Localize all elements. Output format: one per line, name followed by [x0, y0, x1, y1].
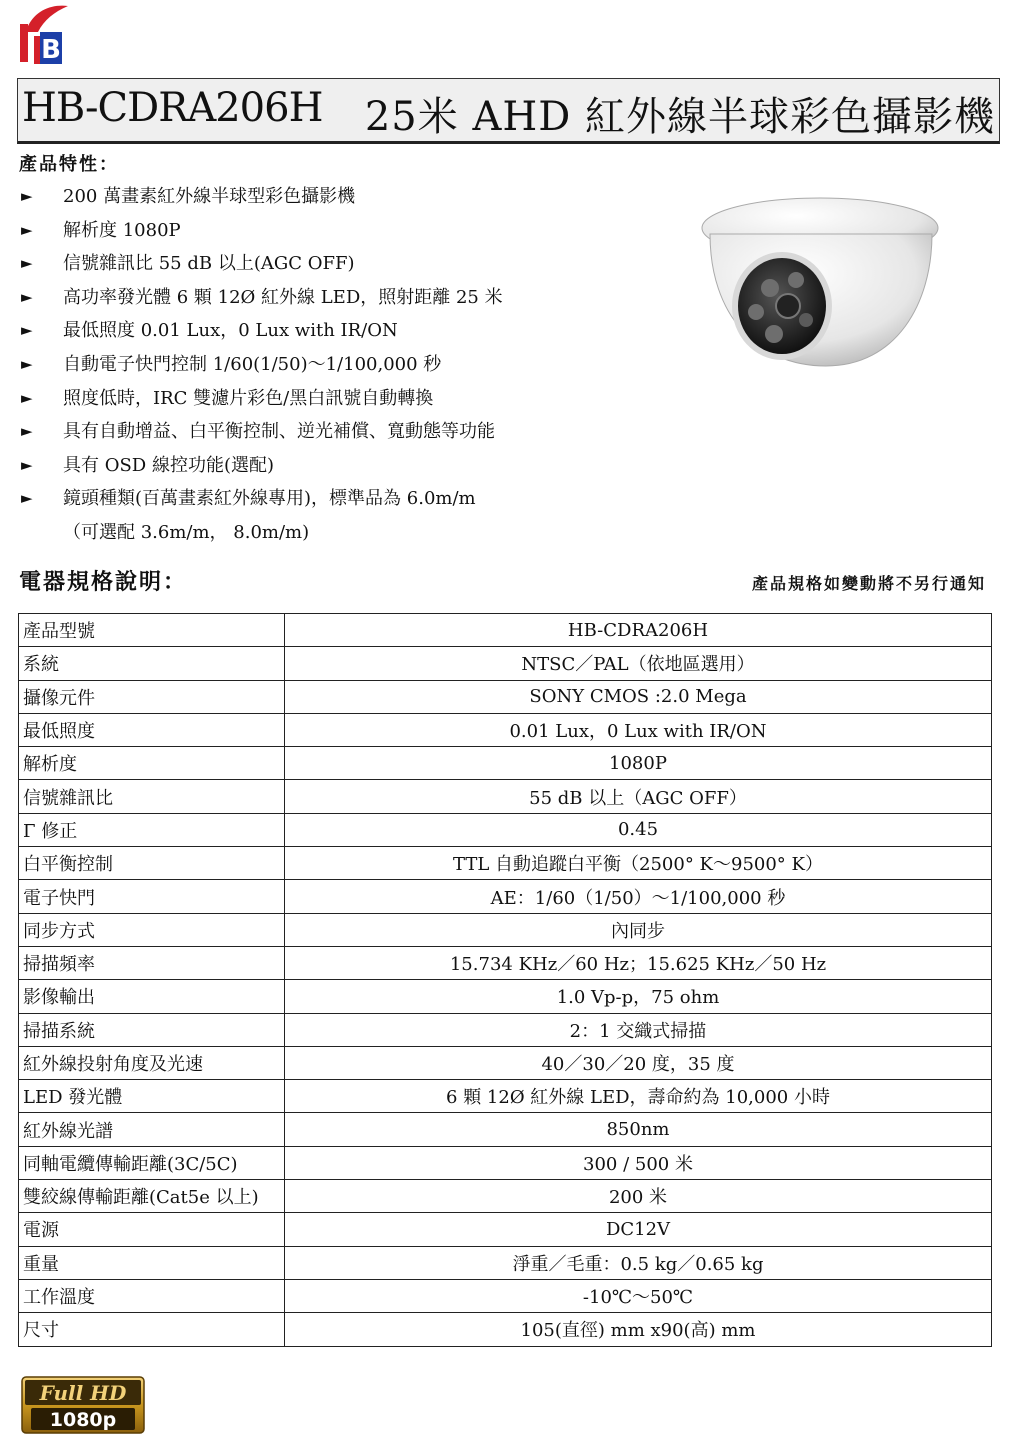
spec-value: 1080P: [285, 747, 992, 780]
spec-value: HB-CDRA206H: [285, 614, 992, 647]
list-item: ► 解析度 1080P: [19, 214, 503, 248]
spec-label: 信號雜訊比: [19, 780, 285, 813]
specs-notice: 產品規格如變動將不另行通知: [751, 574, 986, 593]
spec-value: 55 dB 以上（AGC OFF）: [285, 780, 992, 813]
table-row: [19, 647, 992, 680]
spec-label: 紅外線光譜: [19, 1113, 285, 1146]
triangle-bullet-icon: ►: [21, 388, 33, 407]
table-row: [19, 1279, 992, 1312]
spec-label: 產品型號: [19, 614, 285, 647]
spec-value: 淨重／毛重：0.5 kg／0.65 kg: [285, 1246, 992, 1279]
spec-label: 雙絞線傳輸距離(Cat5e 以上): [19, 1180, 285, 1213]
spec-label: 尺寸: [19, 1313, 285, 1346]
triangle-bullet-icon: ►: [21, 321, 33, 340]
triangle-bullet-icon: ►: [21, 489, 33, 508]
list-item: ► 200 萬畫素紅外線半球型彩色攝影機: [19, 180, 503, 214]
triangle-bullet-icon: ►: [21, 220, 33, 239]
triangle-bullet-icon: ►: [21, 287, 33, 306]
table-row: [19, 680, 992, 713]
full-hd-badge: [21, 1376, 145, 1434]
spec-label: 白平衡控制: [19, 847, 285, 880]
spec-value: 內同步: [285, 913, 992, 946]
spec-label: 重量: [19, 1246, 285, 1279]
table-row: [19, 1013, 992, 1046]
spec-value: 40／30／20 度，35 度: [285, 1046, 992, 1079]
dome-camera-image: [696, 194, 942, 370]
table-row: [19, 1213, 992, 1246]
features-list: [19, 180, 503, 550]
table-row: [19, 946, 992, 979]
spec-value: 105(直徑) mm x90(高) mm: [285, 1313, 992, 1346]
spec-value: 1.0 Vp-p，75 ohm: [285, 980, 992, 1013]
spec-value: 850nm: [285, 1113, 992, 1146]
spec-label: 電子快門: [19, 880, 285, 913]
table-row: [19, 1313, 992, 1346]
spec-label: 最低照度: [19, 713, 285, 746]
table-row: [19, 713, 992, 746]
spec-value: NTSC／PAL（依地區選用）: [285, 647, 992, 680]
table-row: [19, 1246, 992, 1279]
spec-label: 掃描頻率: [19, 946, 285, 979]
features-heading: 產品特性：: [19, 154, 119, 175]
spec-value: TTL 自動追蹤白平衡（2500° K～9500° K）: [285, 847, 992, 880]
table-row: [19, 880, 992, 913]
spec-value: AE：1/60（1/50）～1/100,000 秒: [285, 880, 992, 913]
table-row: [19, 747, 992, 780]
spec-label: 影像輸出: [19, 980, 285, 1013]
table-row: [19, 1180, 992, 1213]
spec-value: 0.45: [285, 813, 992, 846]
list-item: ► 信號雜訊比 55 dB 以上(AGC OFF): [19, 247, 503, 281]
list-item: ► 具有 OSD 線控功能(選配): [19, 449, 503, 483]
spec-label: 同軸電纜傳輸距離(3C/5C): [19, 1146, 285, 1179]
list-item: ► 具有自動增益、白平衡控制、逆光補償、寬動態等功能: [19, 415, 503, 449]
title-bar: [17, 78, 1000, 144]
table-row: [19, 913, 992, 946]
spec-value: 2：1 交織式掃描: [285, 1013, 992, 1046]
table-row: [19, 847, 992, 880]
spec-label: 解析度: [19, 747, 285, 780]
product-name: 25米 AHD 紅外線半球彩色攝影機: [364, 94, 995, 140]
triangle-bullet-icon: ►: [21, 455, 33, 474]
spec-label: 工作溫度: [19, 1279, 285, 1312]
specs-heading: 電器規格說明：: [19, 569, 188, 595]
list-item: ► 自動電子快門控制 1/60(1/50)～1/100,000 秒: [19, 348, 503, 382]
spec-value: SONY CMOS :2.0 Mega: [285, 680, 992, 713]
list-item: ► 最低照度 0.01 Lux，0 Lux with IR/ON: [19, 314, 503, 348]
badge-line-2: 1080p: [49, 1409, 117, 1431]
list-item: ► 高功率發光體 6 顆 12Ø 紅外線 LED，照射距離 25 米: [19, 281, 503, 315]
spec-value: 300 / 500 米: [285, 1146, 992, 1179]
spec-value: 15.734 KHz／60 Hz；15.625 KHz／50 Hz: [285, 946, 992, 979]
badge-line-1: Full HD: [39, 1381, 127, 1405]
list-item-continuation: （可選配 3.6m/m， 8.0m/m): [63, 521, 310, 543]
spec-label: 系統: [19, 647, 285, 680]
spec-label: 電源: [19, 1213, 285, 1246]
spec-label: 攝像元件: [19, 680, 285, 713]
table-row: [19, 614, 992, 647]
spec-table: [18, 613, 992, 1347]
list-item: ► 照度低時，IRC 雙濾片彩色/黑白訊號自動轉換: [19, 382, 503, 416]
spec-value: 6 顆 12Ø 紅外線 LED，壽命約為 10,000 小時: [285, 1080, 992, 1113]
list-item: ► 鏡頭種類(百萬畫素紅外線專用)，標準品為 6.0m/m: [19, 482, 503, 516]
model-number: HB-CDRA206H: [22, 85, 323, 131]
spec-label: LED 發光體: [19, 1080, 285, 1113]
table-row: [19, 780, 992, 813]
brand-logo: [14, 2, 70, 68]
table-row: [19, 1113, 992, 1146]
spec-value: 200 米: [285, 1180, 992, 1213]
triangle-bullet-icon: ►: [21, 422, 33, 441]
triangle-bullet-icon: ►: [21, 254, 33, 273]
spec-value: -10℃～50℃: [285, 1279, 992, 1312]
table-row: [19, 1046, 992, 1079]
spec-label: 紅外線投射角度及光速: [19, 1046, 285, 1079]
spec-label: 掃描系統: [19, 1013, 285, 1046]
triangle-bullet-icon: ►: [21, 354, 33, 373]
table-row: [19, 1146, 992, 1179]
spec-label: 同步方式: [19, 913, 285, 946]
svg-text:B: B: [41, 35, 61, 65]
spec-value: DC12V: [285, 1213, 992, 1246]
spec-value: 0.01 Lux，0 Lux with IR/ON: [285, 713, 992, 746]
table-row: [19, 813, 992, 846]
table-row: [19, 980, 992, 1013]
table-row: [19, 1080, 992, 1113]
triangle-bullet-icon: ►: [21, 187, 33, 205]
spec-label: Γ 修正: [19, 813, 285, 846]
